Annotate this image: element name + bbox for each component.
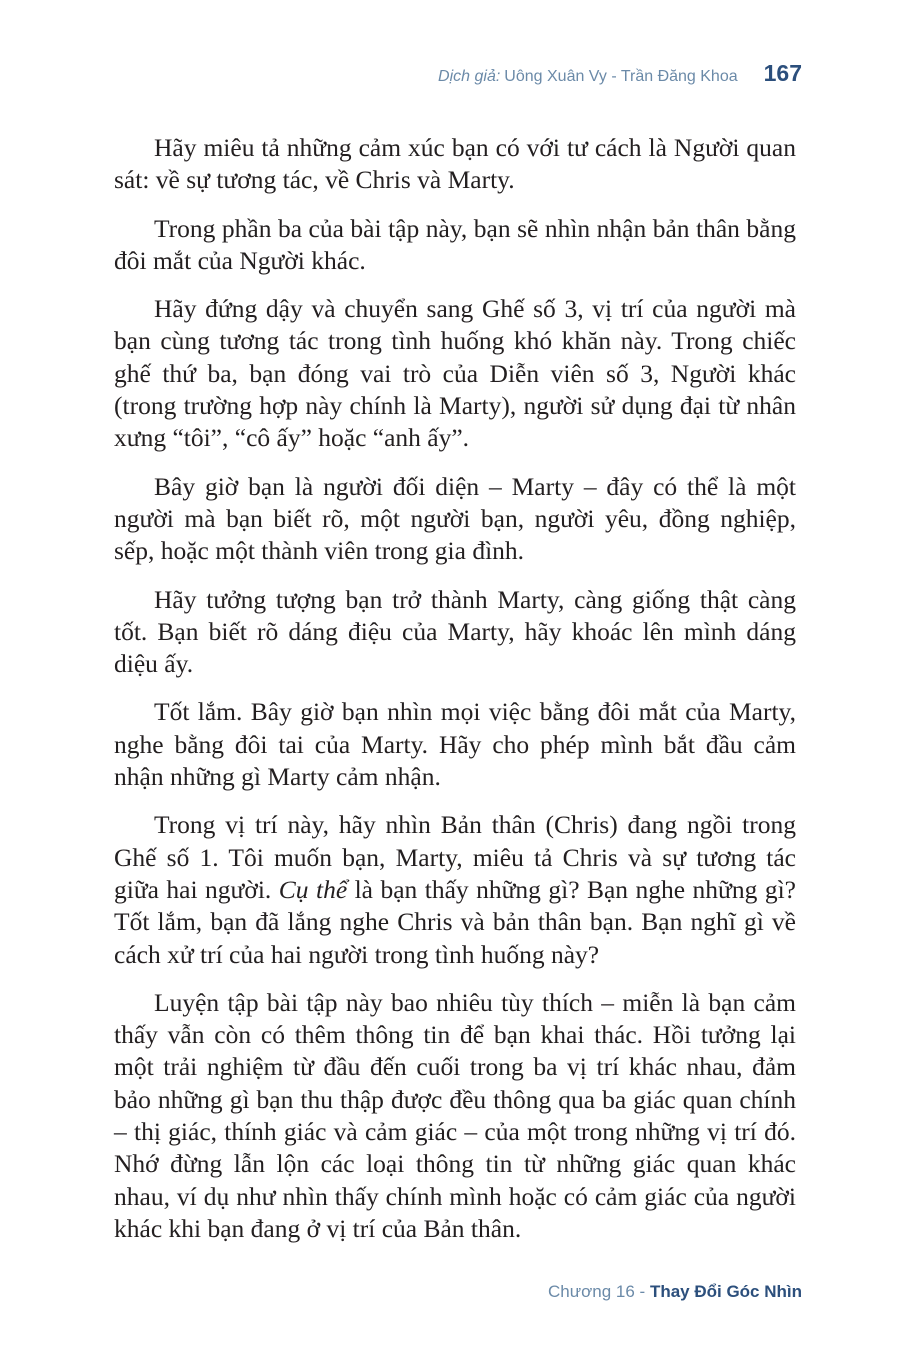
paragraph: Hãy tưởng tượng bạn trở thành Marty, càng giống thật càng tốt. Bạn biết rõ dáng điệu của Marty, hãy khoác lên mình dáng diệu ấy. [114,584,796,679]
paragraph: Trong phần ba của bài tập này, bạn sẽ nhìn nhận bản thân bằng đôi mắt của Người khác. [114,213,796,275]
paragraph-text: Trong vị trí này, hãy nhìn Bản thân (Chris) đang ngồi trong Ghế số 1. Tôi muốn bạn, Marty, miêu tả Chris và sự tương tác giữa hai người. [114,810,796,904]
chapter-title: Thay Đổi Góc Nhìn [649,1282,802,1301]
paragraph [114,809,796,970]
paragraph: Luyện tập bài tập này bao nhiêu tùy thích – miễn là bạn cảm thấy vẫn còn có thêm thông tin để bạn khai thác. Hồi tưởng lại một trải nghiệm từ đầu đến cuối trong ba vị trí khác nhau, đảm bảo những gì bạn thu thập được đều thông qua ba giác quan chính – thị giác, thính giác và cảm giác – của một trong những vị trí đó. Nhớ đừng lẫn lộn các loại thông tin từ những giác quan khác nhau, ví dụ như nhìn thấy chính mình hoặc có cảm giác của người khác khi bạn đang ở vị trí của Bản thân. [114,987,796,1243]
paragraph: Bây giờ bạn là người đối diện – Marty – đây có thể là một người mà bạn biết rõ, một người bạn, người yêu, đồng nghiệp, sếp, hoặc một thành viên trong gia đình. [114,471,796,566]
paragraph: Tốt lắm. Bây giờ bạn nhìn mọi việc bằng đôi mắt của Marty, nghe bằng đôi tai của Marty. Hãy cho phép mình bắt đầu cảm nhận những gì Marty cảm nhận. [114,697,796,792]
translator-names: Uông Xuân Vy - Trần Đăng Khoa [504,68,738,85]
paragraph-text: là bạn thấy những gì? Bạn nghe những gì? Tốt lắm, bạn đã lắng nghe Chris và bản thân bạn. Bạn nghĩ gì về cách xử trí của hai người trong tình huống này? [114,874,796,969]
emphasis-text: Cụ thể [278,874,348,904]
page-header [438,60,802,87]
body-text [114,132,796,1261]
page-number: 167 [763,60,802,86]
chapter-label: Chương 16 - [548,1282,650,1301]
paragraph: Hãy đứng dậy và chuyển sang Ghế số 3, vị trí của người mà bạn cùng tương tác trong tình huống khó khăn này. Trong chiếc ghế thứ ba, bạn đóng vai trò của Diễn viên số 3, Người khác (trong trường hợp này chính là Marty), người sử dụng đại từ nhân xưng “tôi”, “cô ấy” hoặc “anh ấy”. [114,294,796,453]
paragraph: Hãy miêu tả những cảm xúc bạn có với tư cách là Người quan sát: về sự tương tác, về Chris và Marty. [114,133,796,195]
page-footer [548,1282,802,1302]
translator-label: Dịch giả: [438,68,501,85]
